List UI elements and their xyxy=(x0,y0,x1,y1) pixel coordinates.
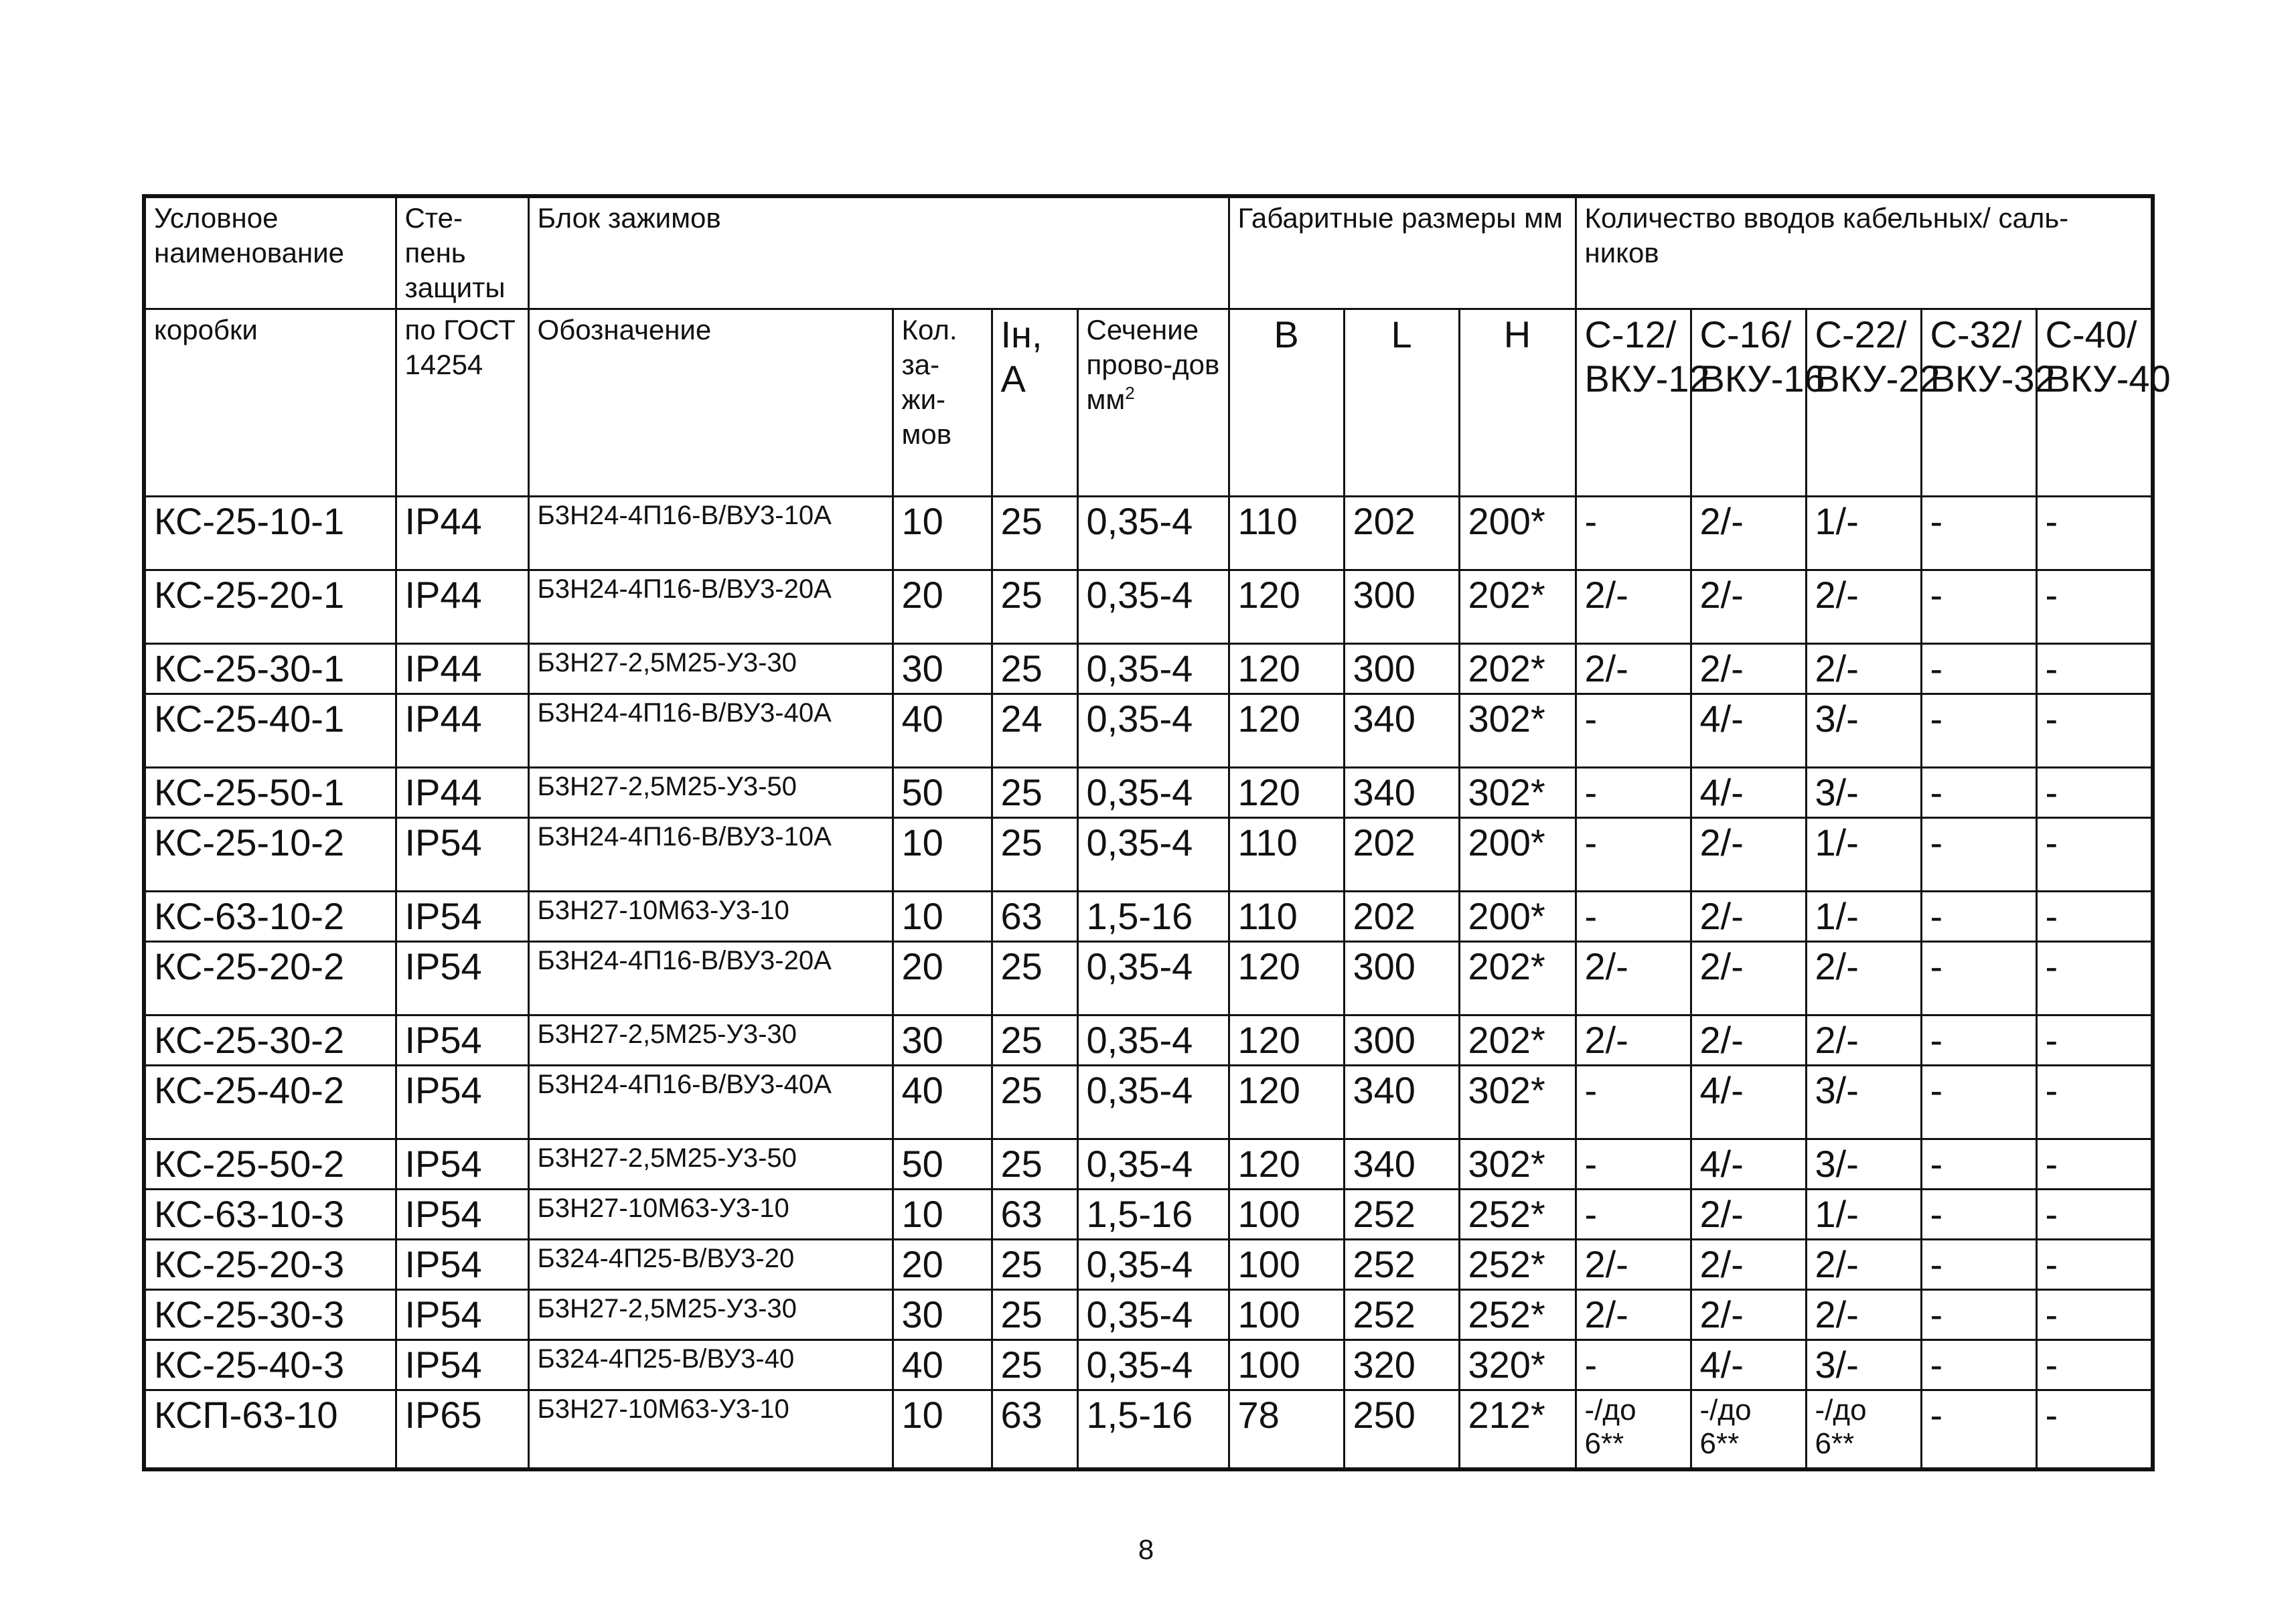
protection-cell: IP54 xyxy=(396,1240,528,1290)
dim-l-cell: 202 xyxy=(1344,892,1459,942)
gland-count-cell: -/до 6** xyxy=(1576,1390,1691,1469)
section-cell: 0,35-4 xyxy=(1077,1240,1229,1290)
table-row xyxy=(144,1340,2153,1390)
section-cell: 0,35-4 xyxy=(1077,768,1229,818)
block-designation-cell: Б3Н27-2,5М25-У3-30 xyxy=(528,644,893,694)
gland-count-cell: - xyxy=(2036,694,2153,768)
table-row xyxy=(144,1066,2153,1139)
protection-cell: IP65 xyxy=(396,1390,528,1469)
current-cell: 63 xyxy=(992,892,1077,942)
gland-count-cell: - xyxy=(1921,1066,2036,1139)
dim-b-cell: 100 xyxy=(1229,1190,1344,1240)
current-cell: 24 xyxy=(992,694,1077,768)
dim-b-cell: 78 xyxy=(1229,1390,1344,1469)
gland-count-cell: 4/- xyxy=(1691,1340,1806,1390)
clamp-count-cell: 50 xyxy=(893,1139,992,1190)
dim-h-cell: 200* xyxy=(1459,497,1576,570)
dim-b-cell: 100 xyxy=(1229,1290,1344,1340)
table-row xyxy=(144,942,2153,1016)
gland-count-cell: - xyxy=(2036,892,2153,942)
header-name-top: Условное наименование xyxy=(144,196,396,309)
dim-h-cell: 252* xyxy=(1459,1190,1576,1240)
header-dim-b: B xyxy=(1229,309,1344,497)
block-designation-cell: Б3Н24-4П16-В/ВУ3-20А xyxy=(528,942,893,1016)
header-section xyxy=(1077,309,1229,497)
section-cell: 0,35-4 xyxy=(1077,644,1229,694)
gland-count-cell: - xyxy=(1921,1390,2036,1469)
dim-b-cell: 100 xyxy=(1229,1340,1344,1390)
section-cell: 1,5-16 xyxy=(1077,1190,1229,1240)
header-clamp-count: Кол. за-жи-мов xyxy=(893,309,992,497)
gland-count-cell: - xyxy=(1921,1190,2036,1240)
table-row xyxy=(144,1190,2153,1240)
block-designation-cell: Б3Н27-10М63-У3-10 xyxy=(528,892,893,942)
block-designation-cell: Б3Н27-2,5М25-У3-50 xyxy=(528,768,893,818)
clamp-count-cell: 40 xyxy=(893,694,992,768)
header-row-2 xyxy=(144,309,2153,497)
gland-count-cell: 2/- xyxy=(1691,1290,1806,1340)
protection-cell: IP54 xyxy=(396,892,528,942)
gland-count-cell: - xyxy=(1921,694,2036,768)
protection-cell: IP54 xyxy=(396,1290,528,1340)
gland-count-cell: - xyxy=(2036,1066,2153,1139)
clamp-count-cell: 30 xyxy=(893,1290,992,1340)
gland-count-cell: - xyxy=(2036,644,2153,694)
gland-count-cell: 2/- xyxy=(1806,570,1921,644)
clamp-count-cell: 10 xyxy=(893,892,992,942)
box-name-cell: КС-25-10-1 xyxy=(144,497,396,570)
table-row xyxy=(144,892,2153,942)
dim-b-cell: 120 xyxy=(1229,942,1344,1016)
gland-count-cell: - xyxy=(2036,1016,2153,1066)
gland-count-cell: - xyxy=(2036,942,2153,1016)
clamp-count-cell: 50 xyxy=(893,768,992,818)
protection-cell: IP44 xyxy=(396,768,528,818)
box-name-cell: КС-63-10-2 xyxy=(144,892,396,942)
dim-b-cell: 120 xyxy=(1229,1139,1344,1190)
table-row xyxy=(144,818,2153,892)
dim-b-cell: 120 xyxy=(1229,694,1344,768)
block-designation-cell: Б3Н24-4П16-В/ВУ3-10А xyxy=(528,818,893,892)
block-designation-cell: Б324-4П25-В/ВУ3-40 xyxy=(528,1340,893,1390)
gland-count-cell: 2/- xyxy=(1806,1290,1921,1340)
gland-count-cell: 2/- xyxy=(1806,1240,1921,1290)
gland-count-cell: 2/- xyxy=(1691,1240,1806,1290)
gland-count-cell: - xyxy=(2036,497,2153,570)
table-row xyxy=(144,497,2153,570)
gland-count-cell: - xyxy=(2036,1190,2153,1240)
gland-count-cell: 1/- xyxy=(1806,818,1921,892)
table-row xyxy=(144,1390,2153,1469)
gland-count-cell: 3/- xyxy=(1806,694,1921,768)
gland-count-cell: 3/- xyxy=(1806,1340,1921,1390)
table-row xyxy=(144,644,2153,694)
box-name-cell: КС-25-20-2 xyxy=(144,942,396,1016)
gland-count-cell: 3/- xyxy=(1806,768,1921,818)
current-cell: 25 xyxy=(992,644,1077,694)
header-section-text: Сечение прово-дов мм xyxy=(1086,314,1220,415)
dim-h-cell: 202* xyxy=(1459,570,1576,644)
gland-count-cell: 4/- xyxy=(1691,1066,1806,1139)
gland-count-cell: 4/- xyxy=(1691,768,1806,818)
dim-l-cell: 300 xyxy=(1344,644,1459,694)
gland-count-cell: - xyxy=(1576,768,1691,818)
dim-h-cell: 202* xyxy=(1459,1016,1576,1066)
header-protection-top: Сте-пень защиты xyxy=(396,196,528,309)
box-name-cell: КС-25-50-1 xyxy=(144,768,396,818)
box-name-cell: КС-25-40-3 xyxy=(144,1340,396,1390)
gland-count-cell: - xyxy=(1576,1066,1691,1139)
gland-count-cell: - xyxy=(2036,818,2153,892)
gland-count-cell: - xyxy=(1921,942,2036,1016)
protection-cell: IP54 xyxy=(396,1190,528,1240)
protection-cell: IP54 xyxy=(396,942,528,1016)
block-designation-cell: Б3Н27-10М63-У3-10 xyxy=(528,1190,893,1240)
header-gland-type: С-16/ ВКУ-16 xyxy=(1691,309,1806,497)
box-name-cell: КС-25-20-1 xyxy=(144,570,396,644)
current-cell: 25 xyxy=(992,1066,1077,1139)
gland-count-cell: 4/- xyxy=(1691,1139,1806,1190)
gland-count-cell: 2/- xyxy=(1806,942,1921,1016)
gland-count-cell: 1/- xyxy=(1806,1190,1921,1240)
current-cell: 25 xyxy=(992,768,1077,818)
section-cell: 0,35-4 xyxy=(1077,1340,1229,1390)
gland-count-cell: - xyxy=(1921,570,2036,644)
box-name-cell: КС-25-30-2 xyxy=(144,1016,396,1066)
header-section-sup: 2 xyxy=(1125,383,1135,403)
gland-count-cell: - xyxy=(1576,1139,1691,1190)
protection-cell: IP44 xyxy=(396,570,528,644)
block-designation-cell: Б3Н24-4П16-В/ВУ3-40А xyxy=(528,694,893,768)
current-cell: 63 xyxy=(992,1390,1077,1469)
block-designation-cell: Б3Н27-10М63-У3-10 xyxy=(528,1390,893,1469)
dim-l-cell: 300 xyxy=(1344,570,1459,644)
gland-count-cell: 2/- xyxy=(1691,497,1806,570)
dim-l-cell: 252 xyxy=(1344,1240,1459,1290)
section-cell: 0,35-4 xyxy=(1077,1139,1229,1190)
header-dimensions: Габаритные размеры мм xyxy=(1229,196,1576,309)
gland-count-cell: 2/- xyxy=(1691,892,1806,942)
header-protection-bottom: по ГОСТ 14254 xyxy=(396,309,528,497)
current-cell: 25 xyxy=(992,570,1077,644)
gland-count-cell: - xyxy=(1921,1340,2036,1390)
protection-cell: IP44 xyxy=(396,694,528,768)
header-current: Iн, А xyxy=(992,309,1077,497)
gland-count-cell: - xyxy=(1921,497,2036,570)
header-gland-type: С-12/ ВКУ-12 xyxy=(1576,309,1691,497)
gland-count-cell: - xyxy=(2036,768,2153,818)
box-name-cell: КС-25-50-2 xyxy=(144,1139,396,1190)
table-row xyxy=(144,1290,2153,1340)
header-entries: Количество вводов кабельных/ саль-ников xyxy=(1576,196,2153,309)
clamp-count-cell: 10 xyxy=(893,1390,992,1469)
current-cell: 63 xyxy=(992,1190,1077,1240)
block-designation-cell: Б3Н27-2,5М25-У3-30 xyxy=(528,1016,893,1066)
dim-h-cell: 202* xyxy=(1459,942,1576,1016)
header-dim-l: L xyxy=(1344,309,1459,497)
table-row xyxy=(144,1139,2153,1190)
protection-cell: IP54 xyxy=(396,1139,528,1190)
block-designation-cell: Б324-4П25-В/ВУ3-20 xyxy=(528,1240,893,1290)
header-designation: Обозначение xyxy=(528,309,893,497)
section-cell: 0,35-4 xyxy=(1077,818,1229,892)
gland-count-cell: 2/- xyxy=(1576,942,1691,1016)
dim-h-cell: 302* xyxy=(1459,768,1576,818)
protection-cell: IP54 xyxy=(396,1340,528,1390)
dim-l-cell: 252 xyxy=(1344,1290,1459,1340)
clamp-count-cell: 10 xyxy=(893,1190,992,1240)
dim-b-cell: 100 xyxy=(1229,1240,1344,1290)
dim-l-cell: 340 xyxy=(1344,768,1459,818)
gland-count-cell: 2/- xyxy=(1576,1016,1691,1066)
section-cell: 0,35-4 xyxy=(1077,1016,1229,1066)
dim-l-cell: 300 xyxy=(1344,1016,1459,1066)
current-cell: 25 xyxy=(992,1340,1077,1390)
dim-h-cell: 202* xyxy=(1459,644,1576,694)
gland-count-cell: - xyxy=(2036,1390,2153,1469)
dim-b-cell: 120 xyxy=(1229,768,1344,818)
gland-count-cell: - xyxy=(1576,1190,1691,1240)
dim-l-cell: 340 xyxy=(1344,1066,1459,1139)
gland-count-cell: - xyxy=(1921,1016,2036,1066)
block-designation-cell: Б3Н24-4П16-В/ВУ3-20А xyxy=(528,570,893,644)
block-designation-cell: Б3Н27-2,5М25-У3-50 xyxy=(528,1139,893,1190)
gland-count-cell: - xyxy=(2036,570,2153,644)
current-cell: 25 xyxy=(992,497,1077,570)
protection-cell: IP54 xyxy=(396,1066,528,1139)
gland-count-cell: 2/- xyxy=(1576,1240,1691,1290)
gland-count-cell: 3/- xyxy=(1806,1066,1921,1139)
gland-count-cell: 1/- xyxy=(1806,892,1921,942)
gland-count-cell: 2/- xyxy=(1576,644,1691,694)
box-name-cell: КС-25-40-2 xyxy=(144,1066,396,1139)
gland-count-cell: - xyxy=(1921,818,2036,892)
clamp-count-cell: 10 xyxy=(893,497,992,570)
dim-l-cell: 340 xyxy=(1344,694,1459,768)
section-cell: 0,35-4 xyxy=(1077,570,1229,644)
dim-b-cell: 120 xyxy=(1229,1016,1344,1066)
header-block: Блок зажимов xyxy=(528,196,1229,309)
current-cell: 25 xyxy=(992,818,1077,892)
dim-h-cell: 320* xyxy=(1459,1340,1576,1390)
dim-b-cell: 120 xyxy=(1229,1066,1344,1139)
box-name-cell: КС-25-30-3 xyxy=(144,1290,396,1340)
dim-h-cell: 302* xyxy=(1459,1139,1576,1190)
gland-count-cell: 1/- xyxy=(1806,497,1921,570)
header-gland-type: С-22/ ВКУ-22 xyxy=(1806,309,1921,497)
dim-h-cell: 200* xyxy=(1459,818,1576,892)
block-designation-cell: Б3Н24-4П16-В/ВУ3-40А xyxy=(528,1066,893,1139)
dim-l-cell: 202 xyxy=(1344,818,1459,892)
current-cell: 25 xyxy=(992,1290,1077,1340)
clamp-count-cell: 40 xyxy=(893,1340,992,1390)
block-designation-cell: Б3Н24-4П16-В/ВУ3-10А xyxy=(528,497,893,570)
dim-l-cell: 250 xyxy=(1344,1390,1459,1469)
gland-count-cell: - xyxy=(1921,892,2036,942)
dim-b-cell: 110 xyxy=(1229,497,1344,570)
page-number: 8 xyxy=(1138,1534,1154,1565)
dim-l-cell: 202 xyxy=(1344,497,1459,570)
current-cell: 25 xyxy=(992,1240,1077,1290)
dim-l-cell: 300 xyxy=(1344,942,1459,1016)
table-row xyxy=(144,1240,2153,1290)
box-name-cell: КС-25-10-2 xyxy=(144,818,396,892)
header-gland-type: С-32/ ВКУ-32 xyxy=(1921,309,2036,497)
gland-count-cell: 2/- xyxy=(1691,570,1806,644)
gland-count-cell: -/до 6** xyxy=(1691,1390,1806,1469)
clamp-count-cell: 20 xyxy=(893,942,992,1016)
section-cell: 0,35-4 xyxy=(1077,1290,1229,1340)
dim-b-cell: 110 xyxy=(1229,818,1344,892)
gland-count-cell: 2/- xyxy=(1576,1290,1691,1340)
current-cell: 25 xyxy=(992,942,1077,1016)
dim-b-cell: 120 xyxy=(1229,644,1344,694)
current-cell: 25 xyxy=(992,1016,1077,1066)
dim-b-cell: 110 xyxy=(1229,892,1344,942)
gland-count-cell: 2/- xyxy=(1691,942,1806,1016)
clamp-count-cell: 20 xyxy=(893,1240,992,1290)
gland-count-cell: - xyxy=(2036,1240,2153,1290)
protection-cell: IP44 xyxy=(396,644,528,694)
gland-count-cell: - xyxy=(2036,1290,2153,1340)
dim-b-cell: 120 xyxy=(1229,570,1344,644)
header-name-bottom: коробки xyxy=(144,309,396,497)
box-name-cell: КС-63-10-3 xyxy=(144,1190,396,1240)
clamp-count-cell: 40 xyxy=(893,1066,992,1139)
gland-count-cell: -/до 6** xyxy=(1806,1390,1921,1469)
gland-count-cell: - xyxy=(1921,1139,2036,1190)
table-row xyxy=(144,1016,2153,1066)
dim-h-cell: 200* xyxy=(1459,892,1576,942)
dim-l-cell: 340 xyxy=(1344,1139,1459,1190)
section-cell: 0,35-4 xyxy=(1077,694,1229,768)
block-designation-cell: Б3Н27-2,5М25-У3-30 xyxy=(528,1290,893,1340)
gland-count-cell: - xyxy=(1576,1340,1691,1390)
gland-count-cell: 4/- xyxy=(1691,694,1806,768)
table-row xyxy=(144,694,2153,768)
protection-cell: IP54 xyxy=(396,818,528,892)
gland-count-cell: - xyxy=(1921,1290,2036,1340)
current-cell: 25 xyxy=(992,1139,1077,1190)
gland-count-cell: 2/- xyxy=(1806,1016,1921,1066)
clamp-count-cell: 10 xyxy=(893,818,992,892)
gland-count-cell: 3/- xyxy=(1806,1139,1921,1190)
box-name-cell: КС-25-20-3 xyxy=(144,1240,396,1290)
section-cell: 0,35-4 xyxy=(1077,497,1229,570)
gland-count-cell: 2/- xyxy=(1691,1016,1806,1066)
box-name-cell: КС-25-40-1 xyxy=(144,694,396,768)
dim-l-cell: 320 xyxy=(1344,1340,1459,1390)
gland-count-cell: 2/- xyxy=(1691,644,1806,694)
dim-h-cell: 252* xyxy=(1459,1290,1576,1340)
table-row xyxy=(144,570,2153,644)
gland-count-cell: - xyxy=(1921,768,2036,818)
header-row-1 xyxy=(144,196,2153,309)
section-cell: 1,5-16 xyxy=(1077,892,1229,942)
protection-cell: IP54 xyxy=(396,1016,528,1066)
clamp-count-cell: 30 xyxy=(893,1016,992,1066)
gland-count-cell: - xyxy=(2036,1139,2153,1190)
dim-h-cell: 302* xyxy=(1459,694,1576,768)
section-cell: 0,35-4 xyxy=(1077,942,1229,1016)
gland-count-cell: - xyxy=(1576,892,1691,942)
box-name-cell: КСП-63-10 xyxy=(144,1390,396,1469)
box-name-cell: КС-25-30-1 xyxy=(144,644,396,694)
section-cell: 0,35-4 xyxy=(1077,1066,1229,1139)
gland-count-cell: 2/- xyxy=(1691,818,1806,892)
protection-cell: IP44 xyxy=(396,497,528,570)
specification-table xyxy=(142,194,2171,1471)
dim-h-cell: 302* xyxy=(1459,1066,1576,1139)
dim-h-cell: 252* xyxy=(1459,1240,1576,1290)
header-gland-type: С-40/ ВКУ-40 xyxy=(2036,309,2153,497)
clamp-count-cell: 30 xyxy=(893,644,992,694)
gland-count-cell: - xyxy=(1576,818,1691,892)
clamp-count-cell: 20 xyxy=(893,570,992,644)
gland-count-cell: 2/- xyxy=(1576,570,1691,644)
gland-count-cell: - xyxy=(2036,1340,2153,1390)
section-cell: 1,5-16 xyxy=(1077,1390,1229,1469)
header-dim-h: H xyxy=(1459,309,1576,497)
gland-count-cell: - xyxy=(1576,694,1691,768)
gland-count-cell: - xyxy=(1921,644,2036,694)
table-row xyxy=(144,768,2153,818)
dim-h-cell: 212* xyxy=(1459,1390,1576,1469)
gland-count-cell: - xyxy=(1576,497,1691,570)
gland-count-cell: 2/- xyxy=(1691,1190,1806,1240)
dim-l-cell: 252 xyxy=(1344,1190,1459,1240)
gland-count-cell: 2/- xyxy=(1806,644,1921,694)
gland-count-cell: - xyxy=(1921,1240,2036,1290)
